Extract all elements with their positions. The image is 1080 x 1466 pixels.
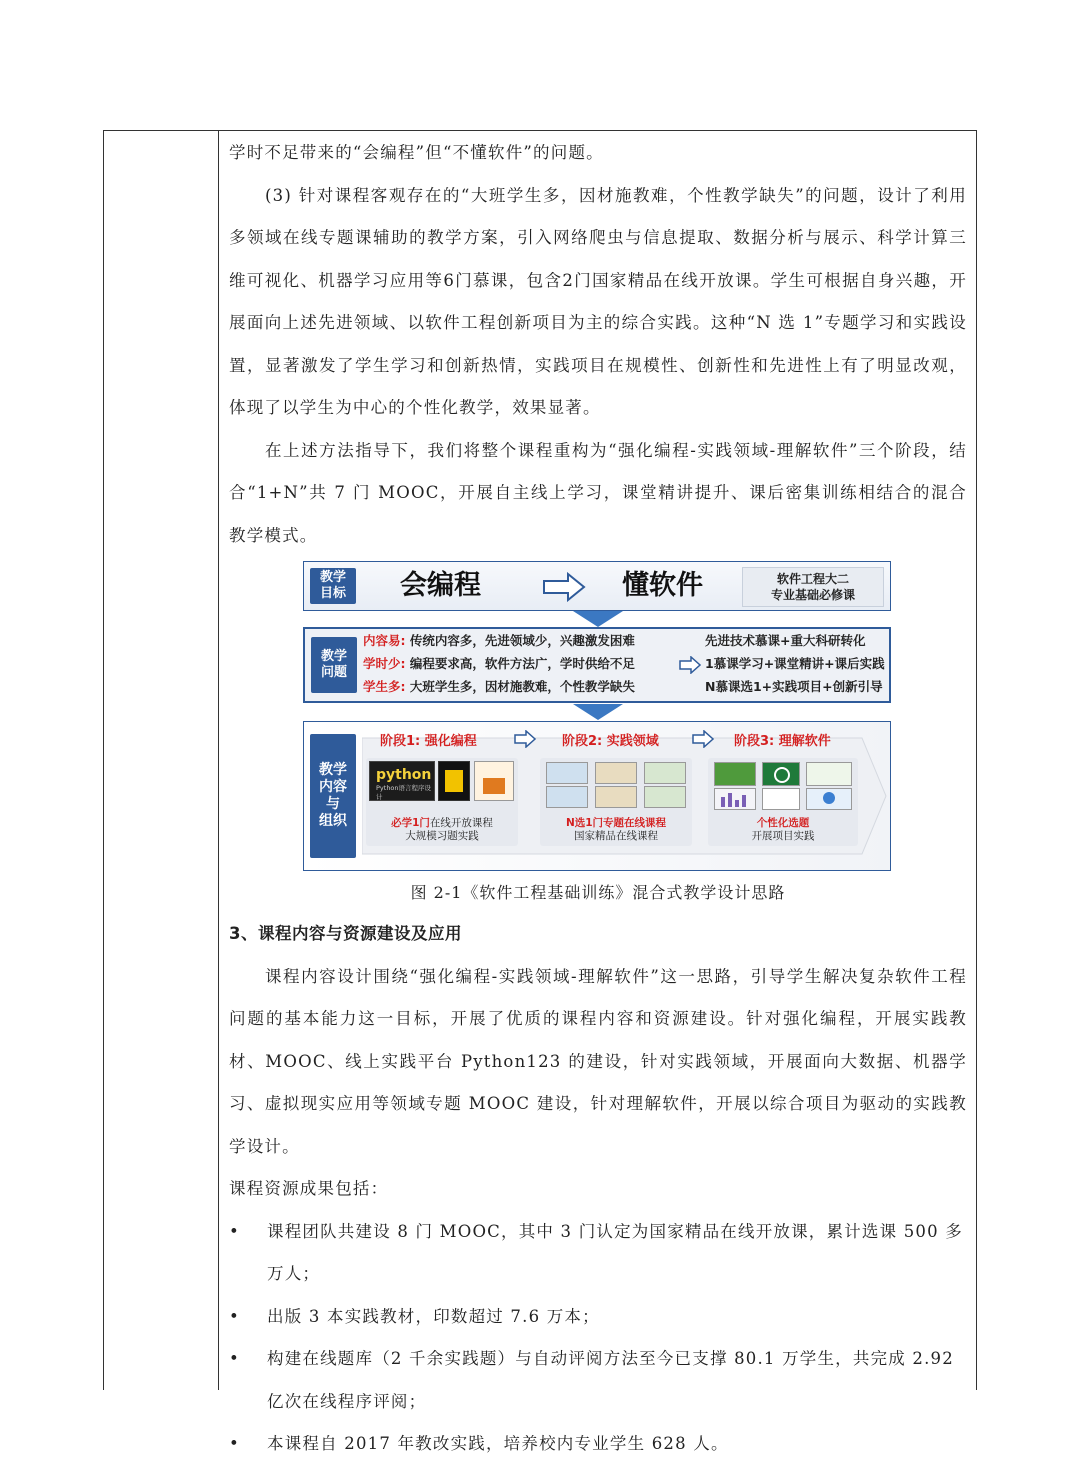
bullet-icon: •: [229, 1221, 240, 1241]
down-arrow-icon: [573, 611, 623, 627]
section-paragraph: 课程内容设计围绕“强化编程-实践领域-理解软件”这一思路，引导学生解决复杂软件工程问题的基本能力这一目标，开展了优质的课程内容和资源建设。针对强化编程，开展实践教材、MOOC、线上实践平台 Python123 的建设，针对实践领域，开展面向大数据、机器学习、虚拟现实应用等领域专题 MOOC 建设，针对理解软件，开展以综合项目为驱动的实践教学设计。: [229, 966, 967, 1156]
mooc-thumbnail-image: [546, 762, 588, 784]
project-screenshot-image: [762, 788, 800, 810]
problem-panel: [303, 627, 891, 703]
book-cover-image: [474, 761, 514, 801]
mooc-thumbnail-image: [546, 786, 588, 808]
list-item: • 本课程自 2017 年教改实践，培养校内专业学生 628 人。: [229, 1423, 967, 1466]
teaching-design-figure: [303, 561, 893, 873]
textbook-cover-image: python Python语言程序设计: [369, 761, 435, 801]
problem-row: 内容易: 传统内容多，先进领域少，兴趣激发困难: [363, 633, 635, 648]
list-item: • 课程团队共建设 8 门 MOOC，其中 3 门认定为国家精品在线开放课，累计选课 500 多万人；: [229, 1211, 967, 1296]
mooc-thumbnail-image: [644, 762, 686, 784]
paragraph-continuation: 学时不足带来的“会编程”但“不懂软件”的问题。: [229, 143, 604, 162]
book-logo-image: [438, 761, 470, 801]
right-arrow-icon: [542, 572, 586, 602]
right-arrow-icon: [514, 730, 536, 748]
project-screenshot-image: [714, 762, 756, 786]
paragraph-method: 在上述方法指导下，我们将整个课程重构为“强化编程-实践领域-理解软件”三个阶段，结合“1+N”共 7 门 MOOC，开展自主线上学习，课堂精讲提升、课后密集训练相结合的混合教学模式。: [229, 440, 967, 545]
content-tag: 教学 内容 与 组织: [310, 734, 356, 858]
mooc-thumbnail-image: [595, 786, 637, 808]
stage-card: [708, 758, 858, 846]
stage-card-caption: 必学1门在线开放课程 大规模习题实践: [391, 817, 493, 842]
section-paragraph: 课程资源成果包括：: [229, 1179, 389, 1198]
stage-label: 阶段3: 理解软件: [734, 734, 831, 749]
figure-caption: 图 2-1《软件工程基础训练》混合式教学设计思路: [410, 883, 786, 902]
paragraph-point-3: (3) 针对课程客观存在的“大班学生多，因材施教难，个性教学缺失”的问题，设计了利用多领域在线专题课辅助的教学方案，引入网络爬虫与信息提取、数据分析与展示、科学计算三维可视化、机器学习应用等6门慕课，包含2门国家精品在线开放课。学生可根据自身兴趣，开展面向上述先进领域、以软件工程创新项目为主的综合实践。这种“N 选 1”专题学习和实践设置，显著激发了学生学习和创新热情，实践项目在规模性、创新性和先进性上有了明显改观，体现了以学生为中心的个性化教学，效果显著。: [229, 185, 967, 417]
stage-card-caption: N选1门专题在线课程 国家精品在线课程: [565, 817, 667, 842]
solution-item: 1慕课学习+课堂精讲+课后实践: [705, 656, 885, 671]
document-content: [229, 132, 967, 1466]
goal-panel: [303, 561, 891, 611]
stage-card: [540, 758, 692, 846]
bullet-icon: •: [229, 1434, 240, 1453]
goal-tag: 教学 目标: [310, 568, 356, 604]
bullet-icon: •: [229, 1349, 240, 1368]
table-column-divider: [218, 130, 219, 1390]
project-chart-image: [714, 788, 756, 810]
course-type-box: 软件工程大二 专业基础必修课: [742, 567, 884, 607]
down-arrow-icon: [573, 704, 623, 720]
problem-row: 学生多: 大班学生多，因材施教难，个性教学缺失: [363, 679, 635, 694]
problem-row: 学时少: 编程要求高，软件方法广，学时供给不足: [363, 656, 635, 671]
stage-card: [366, 758, 518, 846]
list-item: • 构建在线题库（2 千余实践题）与自动评阅方法至今已支撑 80.1 万学生，共完成 2.92 亿次在线程序评阅；: [229, 1338, 967, 1423]
list-item: • 出版 3 本实践教材，印数超过 7.6 万本；: [229, 1296, 967, 1339]
goal-right-text: 懂软件: [622, 570, 703, 601]
solution-item: N慕课选1+实践项目+创新引导: [705, 679, 883, 694]
project-screenshot-image: [806, 788, 852, 810]
project-screenshot-image: [806, 762, 852, 786]
stage-label: 阶段2: 实践领域: [562, 734, 659, 749]
stage-label: 阶段1: 强化编程: [380, 734, 477, 749]
content-panel: [303, 721, 891, 871]
stage-card-caption: 个性化选题 开展项目实践: [751, 817, 815, 842]
section-heading: 3、课程内容与资源建设及应用: [229, 924, 462, 943]
goal-left-text: 会编程: [400, 570, 481, 601]
solution-item: 先进技术慕课+重大科研转化: [705, 633, 866, 648]
right-arrow-icon: [679, 656, 701, 674]
mooc-thumbnail-image: [595, 762, 637, 784]
bullet-icon: •: [229, 1306, 240, 1326]
project-screenshot-image: [762, 762, 800, 786]
problem-tag: 教学 问题: [311, 637, 357, 693]
right-arrow-icon: [692, 730, 714, 748]
mooc-thumbnail-image: [644, 786, 686, 808]
